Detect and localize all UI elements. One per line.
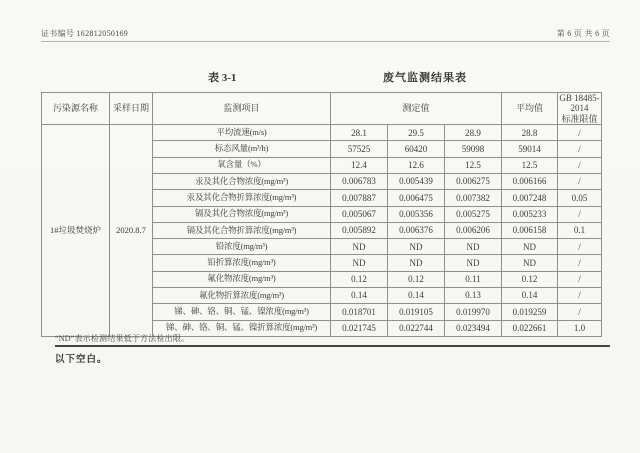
item-label: 汞及其化合物浓度(mg/m³) [153,173,331,189]
table-title: 废气监测结果表 [383,72,467,84]
item-label: 氧含量（%） [153,157,331,173]
measured-value-2: ND [388,239,445,255]
col-average-header: 平均值 [502,93,558,125]
below-blank-text: 以下空白。 [55,355,108,365]
standard-limit: / [558,141,602,157]
measured-value-1: ND [331,255,388,271]
standard-limit: 0.05 [558,190,602,206]
average-value: 0.006158 [502,222,558,238]
measured-value-2: 0.005356 [388,206,445,222]
sample-date-cell: 2020.8.7 [110,125,153,337]
average-value: ND [502,239,558,255]
measured-value-3: 0.005275 [445,206,502,222]
measured-value-2: 0.022744 [388,320,445,336]
item-label: 平均流速(m/s) [153,125,331,141]
item-label: 汞及其化合物折算浓度(mg/m³) [153,190,331,206]
standard-limit: 1.0 [558,320,602,336]
measured-value-3: ND [445,255,502,271]
measured-value-3: 0.13 [445,288,502,304]
standard-limit: / [558,304,602,320]
measured-value-1: 0.005067 [331,206,388,222]
standard-line1: GB 18485-2014 [559,93,600,114]
measured-value-3: 0.006275 [445,173,502,189]
page-indicator: 第 6 页 共 6 页 [556,29,610,38]
standard-limit: / [558,173,602,189]
item-label: 锑、砷、铬、铜、锰、镍浓度(mg/m³) [153,304,331,320]
measured-value-1: 0.14 [331,288,388,304]
col-measured-header: 测定值 [331,93,502,125]
measured-value-1: 0.007887 [331,190,388,206]
measured-value-3: 0.023494 [445,320,502,336]
measured-value-3: ND [445,239,502,255]
item-label: 氟化物折算浓度(mg/m³) [153,288,331,304]
average-value: 0.019259 [502,304,558,320]
pollution-source-cell: 1#垃圾焚烧炉 [42,125,110,337]
standard-limit: / [558,239,602,255]
measured-value-3: 59098 [445,141,502,157]
standard-limit: / [558,271,602,287]
standard-limit: / [558,157,602,173]
item-label: 铅折算浓度(mg/m³) [153,255,331,271]
measured-value-3: 12.5 [445,157,502,173]
measured-value-2: 29.5 [388,125,445,141]
measured-value-1: 0.021745 [331,320,388,336]
average-value: 28.8 [502,125,558,141]
standard-line2: 标准限值 [561,113,598,124]
measured-value-2: ND [388,255,445,271]
measured-value-1: 0.005892 [331,222,388,238]
item-label: 氟化物浓度(mg/m³) [153,271,331,287]
measured-value-2: 60420 [388,141,445,157]
measured-value-2: 0.019105 [388,304,445,320]
col-source-header: 污染源名称 [42,93,110,125]
measured-value-2: 12.6 [388,157,445,173]
col-date-header: 采样日期 [110,93,153,125]
certificate-number: 证书编号 162812050169 [41,29,129,38]
measured-value-3: 0.11 [445,271,502,287]
item-label: 镉及其化合物浓度(mg/m³) [153,206,331,222]
end-of-content-rule [55,345,610,347]
measured-value-2: 0.005439 [388,173,445,189]
average-value: 0.007248 [502,190,558,206]
standard-limit: / [558,125,602,141]
standard-limit: / [558,255,602,271]
item-label: 铅浓度(mg/m³) [153,239,331,255]
average-value: 0.006166 [502,173,558,189]
measured-value-3: 0.019970 [445,304,502,320]
measured-value-1: 28.1 [331,125,388,141]
measured-value-2: 0.14 [388,288,445,304]
col-standard-header [558,93,602,125]
standard-limit: / [558,206,602,222]
average-value: 0.022661 [502,320,558,336]
measured-value-1: ND [331,239,388,255]
average-value: 12.5 [502,157,558,173]
page-header [41,28,610,39]
measured-value-3: 0.007382 [445,190,502,206]
average-value: 0.14 [502,288,558,304]
measured-value-3: 28.9 [445,125,502,141]
measured-value-1: 12.4 [331,157,388,173]
measured-value-2: 0.12 [388,271,445,287]
table-caption [41,69,601,83]
measured-value-2: 0.006376 [388,222,445,238]
average-value: 59014 [502,141,558,157]
item-label: 锑、砷、铬、铜、锰、镍折算浓度(mg/m³) [153,320,331,336]
item-label: 镉及其化合物折算浓度(mg/m³) [153,222,331,238]
item-label: 标态风量(m³/h) [153,141,331,157]
table-number: 表 3-1 [208,72,237,84]
header-rule [41,41,610,42]
table-header-row [42,93,602,125]
measured-value-3: 0.006206 [445,222,502,238]
standard-limit: 0.1 [558,222,602,238]
measured-value-2: 0.006475 [388,190,445,206]
measured-value-1: 0.018701 [331,304,388,320]
average-value: ND [502,255,558,271]
standard-limit: / [558,288,602,304]
col-item-header: 监测项目 [153,93,331,125]
monitoring-results-table [41,92,602,337]
nd-footnote: “ND”表示检测结果低于方法检出限。 [55,334,190,343]
measured-value-1: 57525 [331,141,388,157]
table-row [42,125,602,141]
measured-value-1: 0.006783 [331,173,388,189]
average-value: 0.005233 [502,206,558,222]
measured-value-1: 0.12 [331,271,388,287]
average-value: 0.12 [502,271,558,287]
